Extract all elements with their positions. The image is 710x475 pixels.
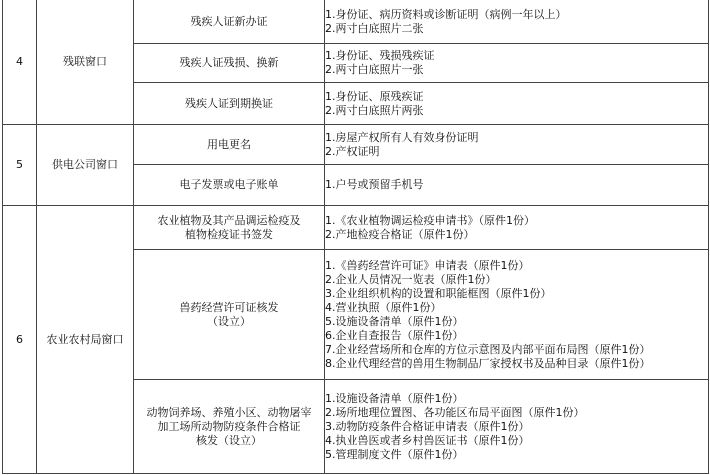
- requirement-line: 7.企业经营场所和仓库的方位示意图及内部平面布局图（原件1份）: [325, 342, 651, 356]
- service-window-table: [2, 0, 709, 474]
- service-item-text: 植物检疫证书签发: [185, 227, 273, 241]
- requirement-line: 3.企业组织机构的设置和职能框图（原件1份）: [325, 286, 552, 300]
- service-item-text: 电子发票或电子账单: [179, 178, 279, 191]
- requirement-line: 2.两寸白底照片一张: [325, 63, 424, 76]
- requirements-cell: [325, 0, 709, 44]
- service-item-text: 用电更名: [207, 137, 251, 151]
- requirement-line: 5.设施设备清单（原件1份）: [325, 314, 464, 328]
- window-name: 供电公司窗口: [37, 125, 134, 206]
- requirement-line: 3.动物防疫条件合格证申请表（原件1份）: [325, 419, 530, 433]
- service-item: [134, 83, 325, 125]
- requirement-line: 2.产地检疫合格证（原件1份）: [325, 227, 475, 241]
- service-item-text: 残疾人证到期换证: [185, 96, 273, 110]
- service-item-text: 残疾人证残损、换新: [179, 56, 279, 69]
- service-item-text: 加工场所动物防疫条件合格证: [157, 419, 301, 433]
- requirement-line: 4.执业兽医或者乡村兽医证书（原件1份）: [325, 433, 530, 447]
- requirement-line: 1.户号或预留手机号: [325, 178, 424, 191]
- requirement-line: 1.《农业植物调运检疫申请书》（原件1份）: [325, 213, 535, 227]
- service-item-text: （设立）: [207, 314, 251, 328]
- requirement-line: 2.企业人员情况一览表（原件1份）: [325, 272, 497, 286]
- service-item: [134, 380, 325, 474]
- service-item-text: 核发（设立）: [196, 433, 262, 447]
- service-item: [134, 165, 325, 206]
- requirement-line: 6.企业自查报告（原件1份）: [325, 328, 464, 342]
- table-row: [3, 206, 709, 250]
- service-item-text: 兽药经营许可证核发: [179, 300, 279, 314]
- requirements-cell: [325, 44, 709, 83]
- requirement-line: 2.产权证明: [325, 144, 380, 158]
- service-item: [134, 44, 325, 83]
- requirements-cell: [325, 165, 709, 206]
- requirement-line: 1.身份证、残损残疾证: [325, 49, 435, 62]
- table-row: [3, 125, 709, 165]
- service-item: [134, 125, 325, 165]
- service-item-text: 动物饲养场、养殖小区、动物屠宰: [146, 405, 312, 419]
- table-row: [3, 0, 709, 44]
- requirements-cell: [325, 206, 709, 250]
- requirement-line: 5.管理制度文件（原件1份）: [325, 447, 464, 461]
- requirement-line: 2.两寸白底照片二张: [325, 21, 424, 35]
- requirement-line: 1.身份证、病历资料或诊断证明（病例一年以上）: [325, 7, 567, 21]
- window-name: 残联窗口: [37, 0, 134, 125]
- requirements-cell: [325, 83, 709, 125]
- requirement-line: 8.企业代理经营的兽用生物制品厂家授权书及品种目录（原件1份）: [325, 356, 651, 370]
- requirement-line: 1.身份证、原残疾证: [325, 89, 424, 103]
- row-number: 6: [3, 206, 37, 474]
- window-name: 农业农村局窗口: [37, 206, 134, 474]
- service-item: [134, 206, 325, 250]
- requirement-line: 1.《兽药经营许可证》申请表（原件1份）: [325, 258, 530, 272]
- requirements-cell: [325, 380, 709, 474]
- requirements-cell: [325, 250, 709, 380]
- row-number: 5: [3, 125, 37, 206]
- service-item-text: 残疾人证新办证: [190, 14, 268, 28]
- row-number: 4: [3, 0, 37, 125]
- requirement-line: 1.房屋产权所有人有效身份证明: [325, 130, 479, 144]
- service-item: [134, 0, 325, 44]
- requirement-line: 2.场所地理位置图、各功能区布局平面图（原件1份）: [325, 405, 585, 419]
- service-item-text: 农业植物及其产品调运检疫及: [157, 213, 301, 227]
- requirement-line: 4.营业执照（原件1份）: [325, 300, 442, 314]
- service-item: [134, 250, 325, 380]
- requirement-line: 1.设施设备清单（原件1份）: [325, 391, 464, 405]
- requirement-line: 2.两寸白底照片两张: [325, 103, 424, 117]
- requirements-cell: [325, 125, 709, 165]
